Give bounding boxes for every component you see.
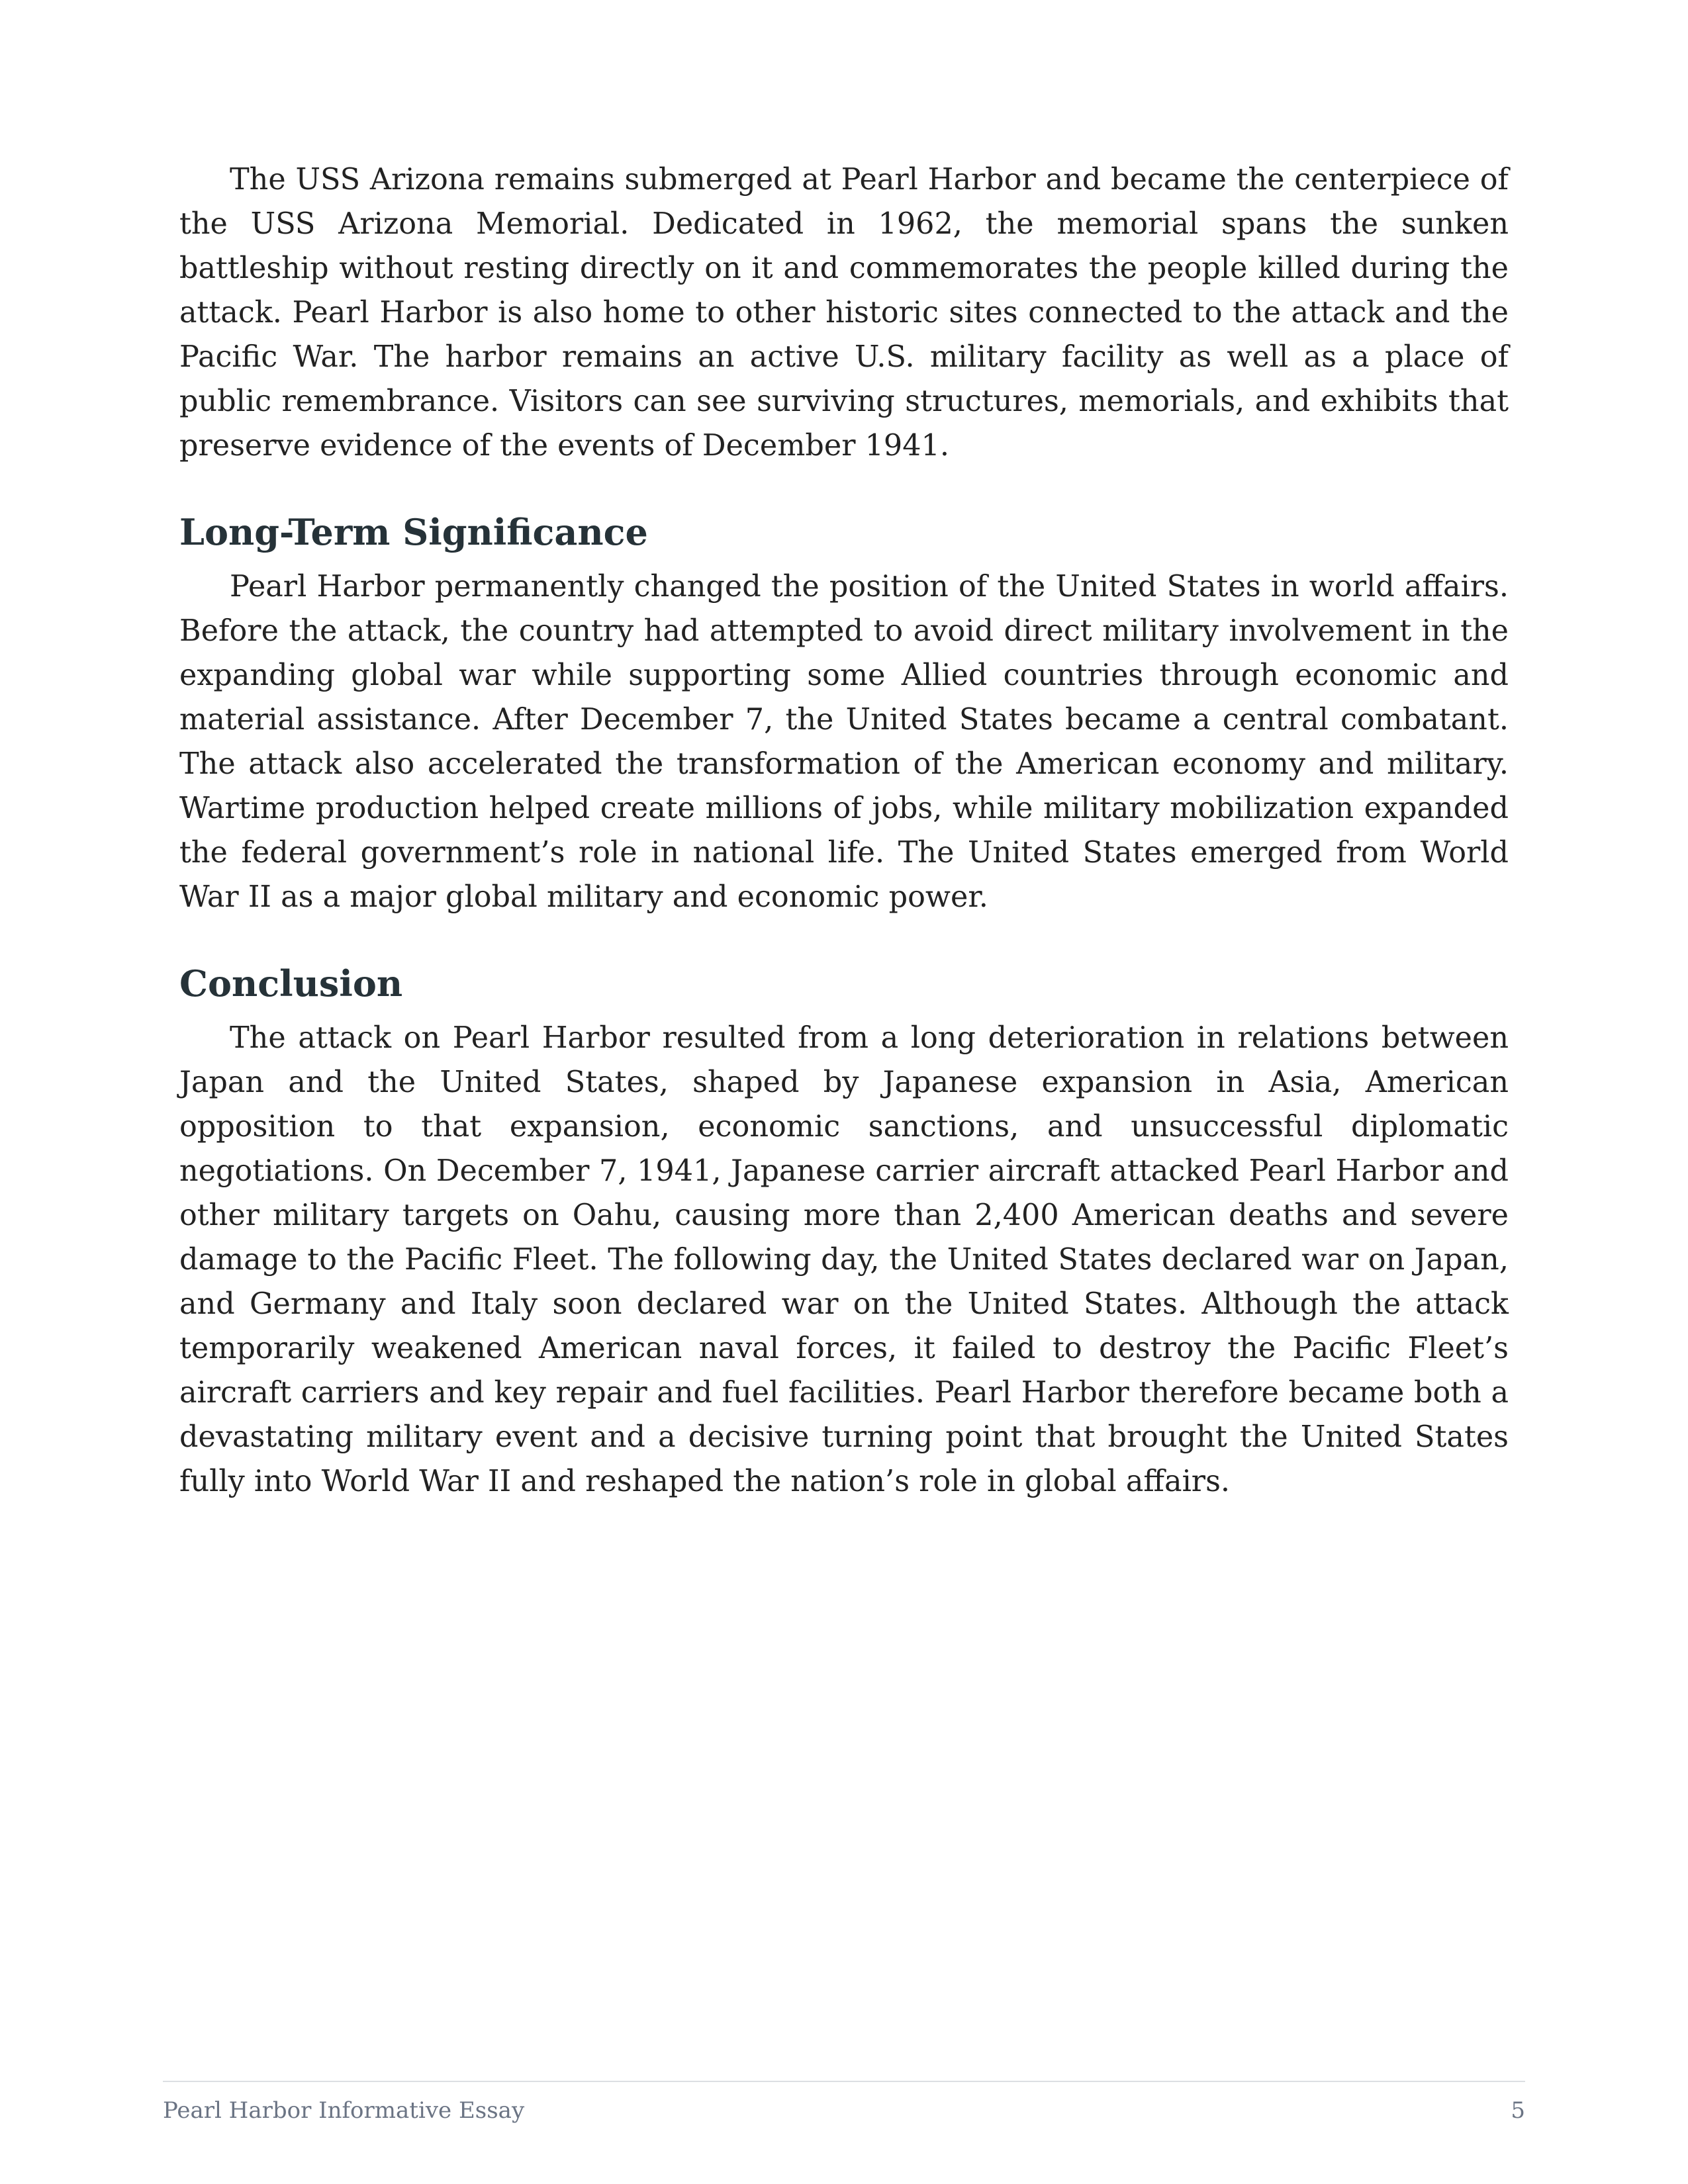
page-content bbox=[179, 158, 1509, 1504]
intro-paragraph: The USS Arizona remains submerged at Pearl Harbor and became the centerpiece of the USS Arizona Memorial. Dedicated in 1962, the memorial spans the sunken battleship without resting directly on it and commemorates the people killed during the attack. Pearl Harbor is also home to other historic sites connected to the attack and the Pacific War. The harbor remains an active U.S. military facility as well as a place of public remembrance. Visitors can see surviving structures, memorials, and exhibits that preserve evidence of the events of December 1941. bbox=[179, 163, 1509, 463]
conclusion-paragraph: The attack on Pearl Harbor resulted from a long deterioration in relations between Japan and the United States, shaped by Japanese expansion in Asia, American opposition to that expansion, economic sanctions, and unsuccessful diplomatic negotiations. On December 7, 1941, Japanese carrier aircraft attacked Pearl Harbor and other military targets on Oahu, causing more than 2,400 American deaths and severe damage to the Pacific Fleet. The following day, the United States declared war on Japan, and Germany and Italy soon declared war on the United States. Although the attack temporarily weakened American naval forces, it failed to destroy the Pacific Fleet’s aircraft carriers and key repair and fuel facilities. Pearl Harbor therefore became both a devastating military event and a decisive turning point that brought the United States fully into World War II and reshaped the nation’s role in global affairs. bbox=[179, 1021, 1509, 1498]
footer-page-number: 5 bbox=[1511, 2097, 1525, 2124]
footer-document-title: Pearl Harbor Informative Essay bbox=[163, 2097, 525, 2124]
section-heading-long-term-significance: Long-Term Significance bbox=[179, 511, 648, 553]
footer-divider bbox=[163, 2081, 1525, 2082]
section-heading-conclusion: Conclusion bbox=[179, 962, 403, 1005]
long-term-significance-paragraph: Pearl Harbor permanently changed the position of the United States in world affairs. Before the attack, the country had attempted to avoid direct military involvement in the expanding global war while supporting some Allied countries through economic and material assistance. After December 7, the United States became a central combatant. The attack also accelerated the transformation of the American economy and military. Wartime production helped create millions of jobs, while military mobilization expanded the federal government’s role in national life. The United States emerged from World War II as a major global military and economic power. bbox=[179, 570, 1509, 914]
